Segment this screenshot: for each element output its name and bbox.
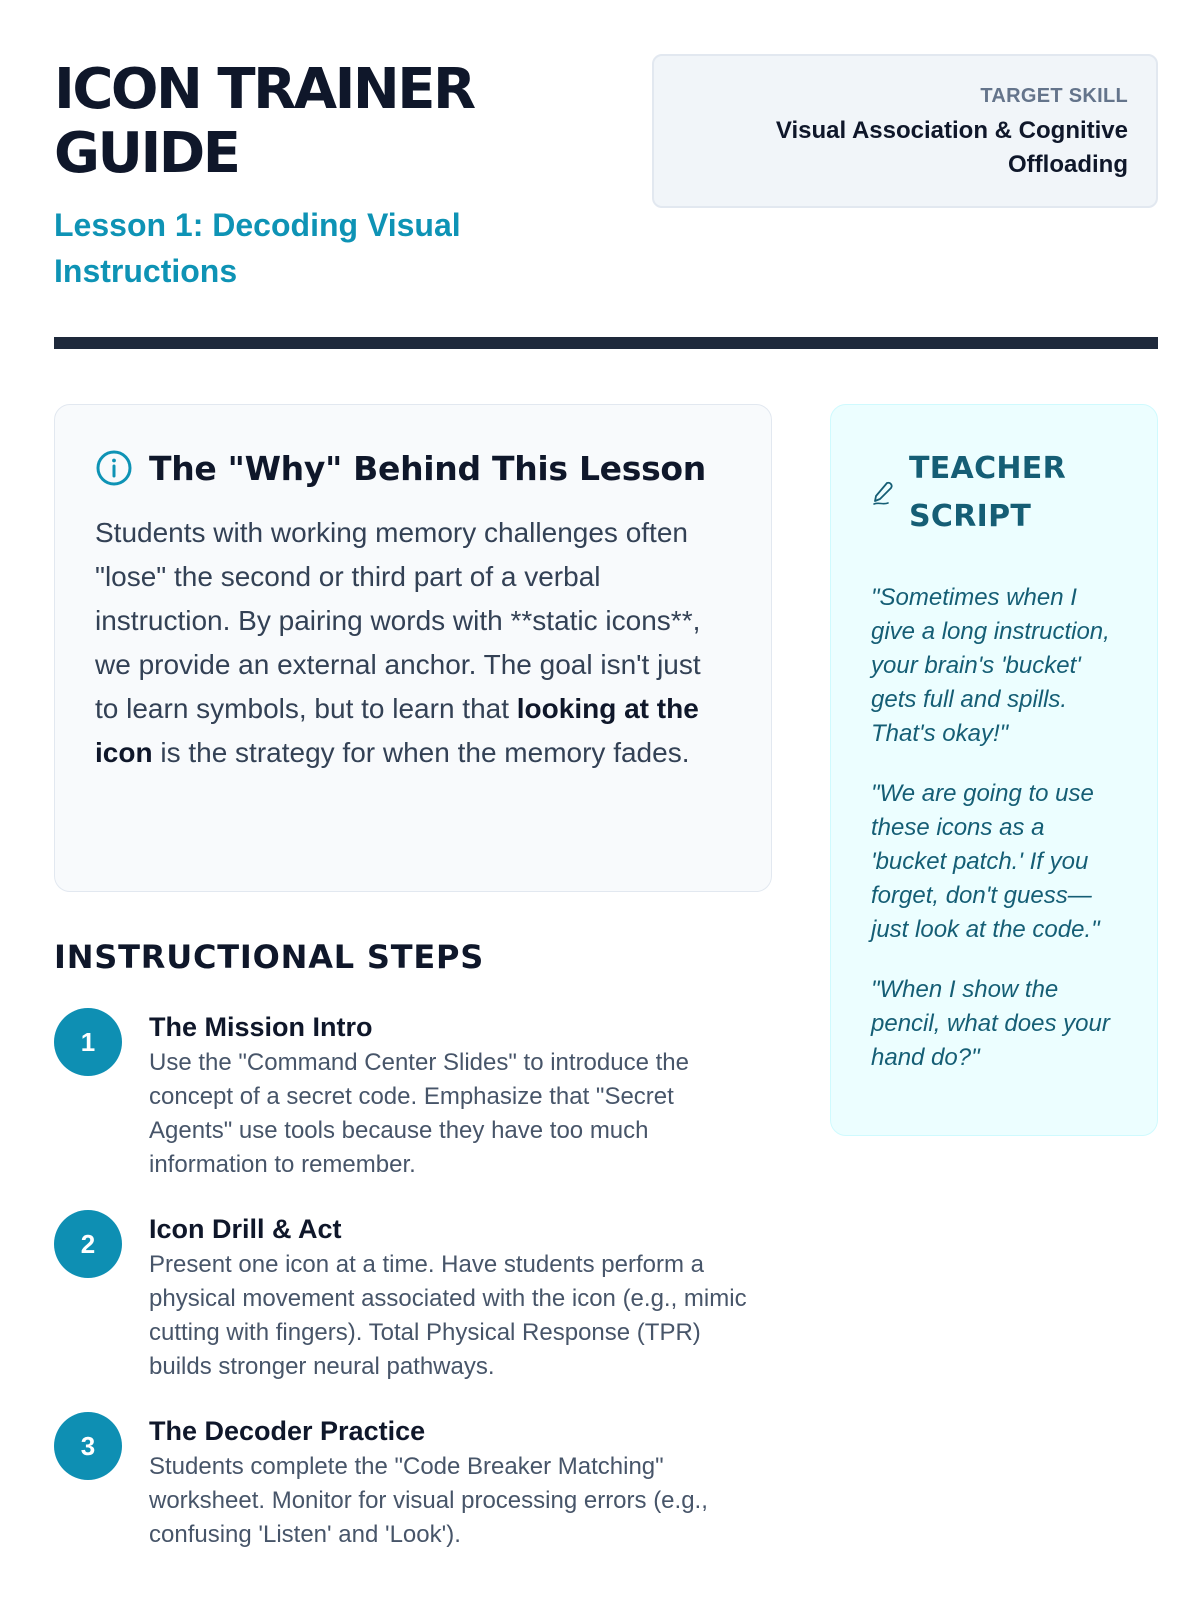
header-divider	[54, 337, 1158, 349]
step-description: Use the "Command Center Slides" to introduce the concept of a secret code. Emphasize that "Secret Agents" use tools because they have too much information to remember.	[149, 1049, 689, 1178]
why-section	[54, 404, 772, 892]
step-body	[149, 1210, 749, 1384]
page-title: ICON TRAINER GUIDE	[54, 57, 474, 186]
step-description: Students complete the "Code Breaker Matching" worksheet. Monitor for visual processing errors (e.g., confusing 'Listen' and 'Look').	[149, 1453, 708, 1548]
why-text	[95, 511, 731, 775]
target-skill-label: TARGET SKILL	[980, 85, 1128, 107]
lesson-subtitle: Lesson 1: Decoding Visual Instructions	[54, 207, 461, 289]
why-text-end: is the strategy for when the memory fades.	[152, 737, 690, 768]
why-text-intro: Students with working memory challenges often "lose" the second or third part of a verbal instruction. By pairing words with **static icons**, we provide an external anchor. The goal isn't just to learn symbols, but to learn that	[95, 517, 701, 724]
step-number-badge: 1	[54, 1008, 122, 1076]
why-text-emphasis: looking at the icon	[95, 693, 699, 768]
script-quote: "We are going to use these icons as a 'bucket patch.' If you forget, don't guess—just look at the code."	[871, 780, 1100, 943]
script-quote: "When I show the pencil, what does your hand do?"	[871, 976, 1110, 1071]
step-number-badge: 2	[54, 1210, 122, 1278]
teacher-script-header	[871, 445, 1123, 541]
step-title: The Decoder Practice	[149, 1416, 426, 1446]
step-description: Present one icon at a time. Have students perform a physical movement associated with the icon (e.g., mimic cutting with fingers). Total Physical Response (TPR) builds stronger neural pathways.	[149, 1251, 747, 1380]
pen-icon	[871, 480, 897, 506]
steps-heading: INSTRUCTIONAL STEPS	[54, 938, 485, 976]
target-skill-box	[652, 54, 1158, 208]
step-body	[149, 1412, 749, 1552]
script-quotes	[871, 581, 1123, 1075]
teacher-script-panel	[830, 404, 1158, 1136]
script-quote: "Sometimes when I give a long instruction, your brain's 'bucket' gets full and spills. That's okay!"	[871, 584, 1110, 747]
step-title: The Mission Intro	[149, 1012, 373, 1042]
why-header	[95, 445, 731, 491]
step-number-badge: 3	[54, 1412, 122, 1480]
step-title: Icon Drill & Act	[149, 1214, 342, 1244]
info-icon	[95, 449, 133, 487]
why-title: The "Why" Behind This Lesson	[149, 448, 706, 488]
target-skill-value: Visual Association & Cognitive Offloading	[775, 117, 1128, 178]
step-body	[149, 1008, 749, 1182]
teacher-script-title: TEACHER SCRIPT	[909, 451, 1066, 534]
